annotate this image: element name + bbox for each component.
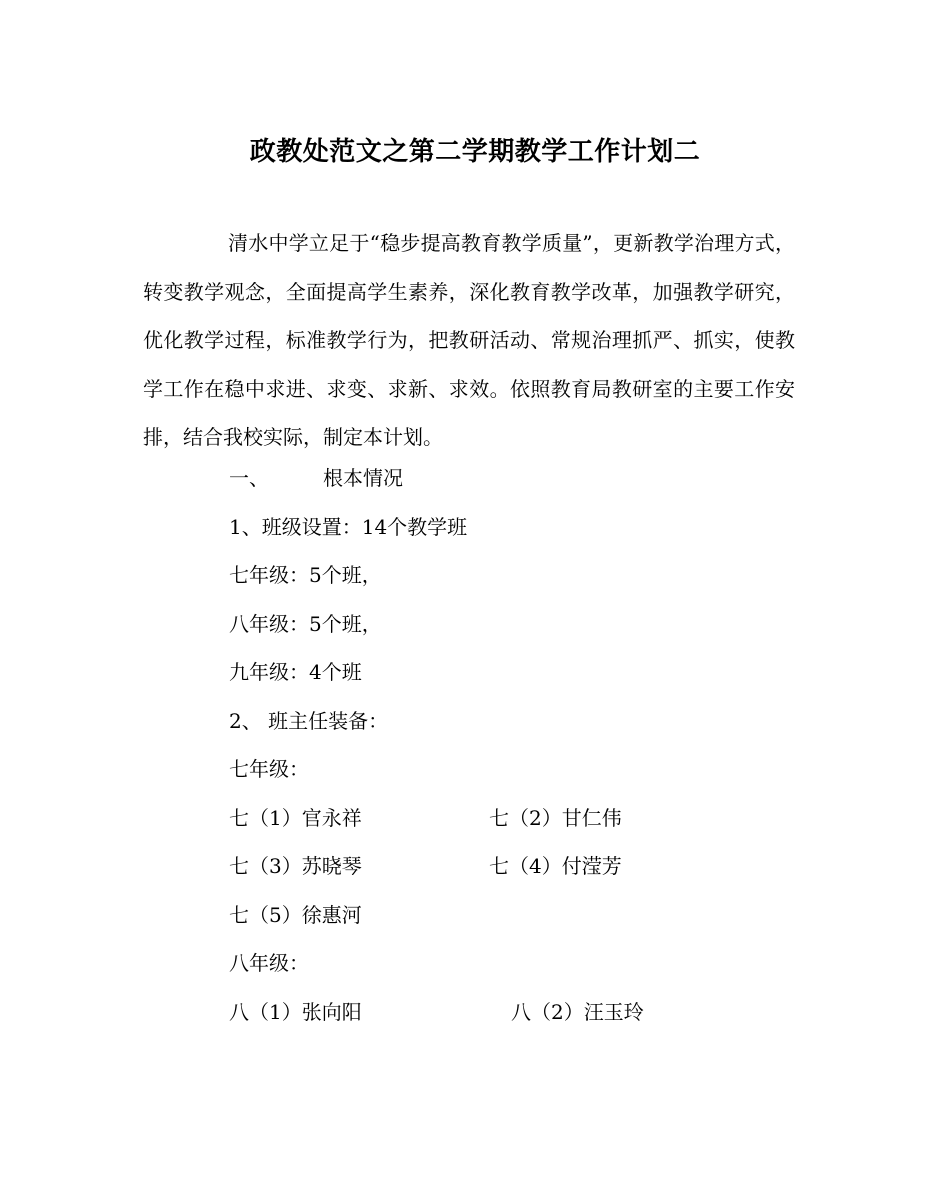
teacher-entry: 七（3）苏晓琴	[229, 854, 362, 878]
section-heading	[229, 463, 403, 493]
class-setup-line: 1、班级设置：14个教学班	[229, 515, 468, 539]
section-title: 根本情况	[323, 466, 403, 490]
grade8-label: 八年级：	[229, 951, 309, 975]
teacher-entry: 七（2）甘仁伟	[489, 806, 622, 830]
teacher-entry: 七（5）徐惠河	[229, 903, 362, 927]
teacher-entry: 七（4）付滢芳	[489, 854, 622, 878]
grade9-count-line: 九年级：4个班	[229, 660, 362, 684]
teacher-entry: 八（1）张向阳	[229, 1000, 362, 1024]
document-title: 政教处范文之第二学期教学工作计划二	[249, 137, 701, 167]
grade7-count-line: 七年级：5个班，	[229, 563, 382, 587]
section-number: 一、	[229, 466, 269, 490]
teachers-heading: 2、 班主任装备：	[229, 709, 389, 733]
grade8-count-line: 八年级：5个班，	[229, 612, 382, 636]
grade7-label: 七年级：	[229, 757, 309, 781]
teacher-entry: 八（2）汪玉玲	[511, 1000, 644, 1024]
intro-paragraph: 清水中学立足于“稳步提高教育教学质量”，更新教学治理方式，转变教学观念，全面提高学生素养，深化教育教学改革，加强教学研究，优化教学过程，标准教学行为，把教研活动、常规治理抓严、抓实，使教学工作在稳中求进、求变、求新、求效。依照教育局教研室的主要工作安排，结合我校实际，制定本计划。	[143, 231, 795, 449]
teacher-entry: 七（1）官永祥	[229, 806, 362, 830]
